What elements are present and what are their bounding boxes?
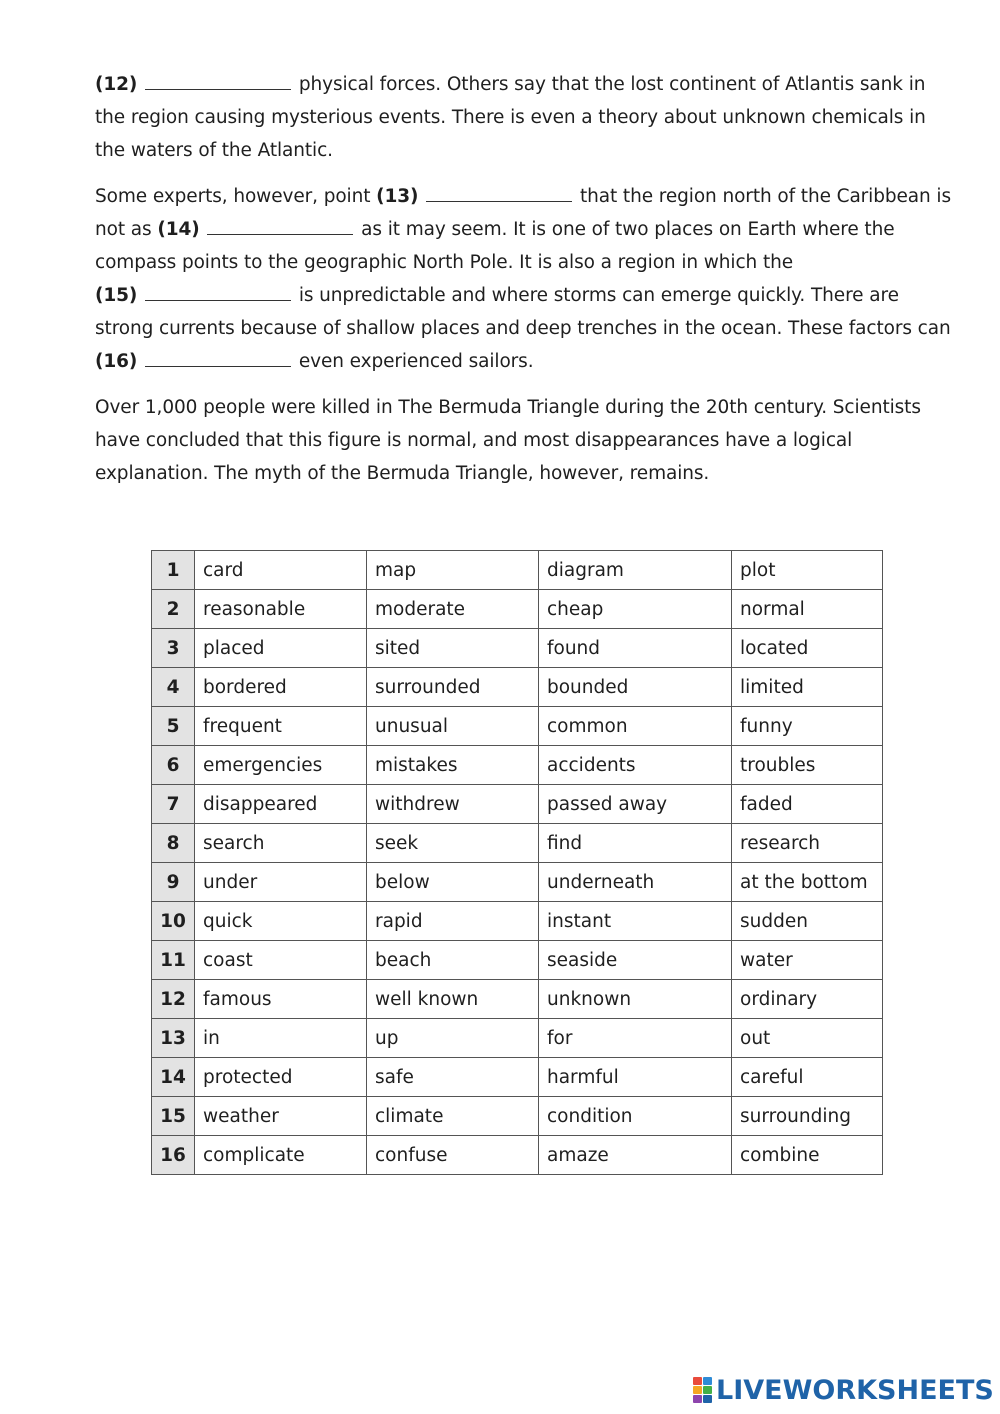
row-number: 2 — [152, 590, 195, 629]
paragraph-3: Over 1,000 people were killed in The Bermuda Triangle during the 20th century. Scientists have concluded that this figure is normal, and most disappearances have a logical explanation. The myth of the Bermuda Triangle, however, remains. — [95, 397, 921, 484]
option-b: map — [367, 551, 539, 590]
option-b: below — [367, 863, 539, 902]
table-row — [152, 629, 883, 668]
option-b: sited — [367, 629, 539, 668]
option-c: bounded — [539, 668, 732, 707]
gap-number-12: (12) — [95, 74, 138, 95]
option-d: funny — [732, 707, 883, 746]
row-number: 7 — [152, 785, 195, 824]
row-number: 12 — [152, 980, 195, 1019]
table-row — [152, 980, 883, 1019]
option-d: normal — [732, 590, 883, 629]
row-number: 3 — [152, 629, 195, 668]
row-number: 5 — [152, 707, 195, 746]
option-c: for — [539, 1019, 732, 1058]
option-d: located — [732, 629, 883, 668]
option-c: cheap — [539, 590, 732, 629]
paragraph-2-text-d: is unpredictable and where storms can emerge quickly. There are strong currents because of shallow places and deep trenches in the ocean. These factors can — [95, 285, 951, 339]
option-a: in — [195, 1019, 367, 1058]
row-number: 13 — [152, 1019, 195, 1058]
option-a: emergencies — [195, 746, 367, 785]
gap-number-13: (13) — [376, 186, 419, 207]
option-c: harmful — [539, 1058, 732, 1097]
row-number: 9 — [152, 863, 195, 902]
paragraph-2-text-a: Some experts, however, point — [95, 186, 377, 207]
option-c: unknown — [539, 980, 732, 1019]
option-c: seaside — [539, 941, 732, 980]
option-a: placed — [195, 629, 367, 668]
option-b: mistakes — [367, 746, 539, 785]
option-b: unusual — [367, 707, 539, 746]
paragraph-1-text: physical forces. Others say that the lost continent of Atlantis sank in the region causing mysterious events. There is even a theory about unknown chemicals in the waters of the Atlantic. — [95, 74, 926, 161]
option-a: weather — [195, 1097, 367, 1136]
table-row — [152, 863, 883, 902]
option-d: research — [732, 824, 883, 863]
option-d: out — [732, 1019, 883, 1058]
option-a: quick — [195, 902, 367, 941]
liveworksheets-logo — [693, 1373, 994, 1407]
option-d: limited — [732, 668, 883, 707]
option-a: bordered — [195, 668, 367, 707]
option-a: reasonable — [195, 590, 367, 629]
table-row — [152, 785, 883, 824]
option-d: water — [732, 941, 883, 980]
table-row — [152, 707, 883, 746]
option-c: diagram — [539, 551, 732, 590]
paragraph-2-text-e: even experienced sailors. — [293, 351, 534, 372]
option-c: instant — [539, 902, 732, 941]
option-a: under — [195, 863, 367, 902]
option-a: search — [195, 824, 367, 863]
table-row — [152, 824, 883, 863]
option-b: seek — [367, 824, 539, 863]
gap-13-blank[interactable] — [426, 183, 572, 202]
option-b: withdrew — [367, 785, 539, 824]
option-c: accidents — [539, 746, 732, 785]
option-d: surrounding — [732, 1097, 883, 1136]
option-b: climate — [367, 1097, 539, 1136]
option-a: disappeared — [195, 785, 367, 824]
row-number: 10 — [152, 902, 195, 941]
option-a: complicate — [195, 1136, 367, 1175]
option-c: underneath — [539, 863, 732, 902]
liveworksheets-icon — [693, 1377, 712, 1403]
logo-text: LIVEWORKSHEETS — [716, 1374, 994, 1406]
row-number: 4 — [152, 668, 195, 707]
option-d: careful — [732, 1058, 883, 1097]
option-d: ordinary — [732, 980, 883, 1019]
paragraph-1 — [95, 68, 955, 167]
option-c: found — [539, 629, 732, 668]
option-b: rapid — [367, 902, 539, 941]
option-c: amaze — [539, 1136, 732, 1175]
option-a: frequent — [195, 707, 367, 746]
row-number: 16 — [152, 1136, 195, 1175]
option-c: common — [539, 707, 732, 746]
gap-number-16: (16) — [95, 351, 138, 372]
row-number: 11 — [152, 941, 195, 980]
option-c: condition — [539, 1097, 732, 1136]
option-b: confuse — [367, 1136, 539, 1175]
gap-16-blank[interactable] — [145, 348, 291, 367]
table-row — [152, 1136, 883, 1175]
table-row — [152, 1019, 883, 1058]
table-row — [152, 746, 883, 785]
table-row — [152, 902, 883, 941]
option-a: coast — [195, 941, 367, 980]
option-a: card — [195, 551, 367, 590]
option-b: surrounded — [367, 668, 539, 707]
option-d: troubles — [732, 746, 883, 785]
gap-15-blank[interactable] — [145, 282, 291, 301]
row-number: 8 — [152, 824, 195, 863]
option-b: safe — [367, 1058, 539, 1097]
table-row — [152, 941, 883, 980]
option-b: well known — [367, 980, 539, 1019]
row-number: 1 — [152, 551, 195, 590]
row-number: 14 — [152, 1058, 195, 1097]
option-c: find — [539, 824, 732, 863]
gap-number-15: (15) — [95, 285, 138, 306]
table-row — [152, 1097, 883, 1136]
option-d: at the bottom — [732, 863, 883, 902]
options-table — [151, 550, 883, 1175]
option-c: passed away — [539, 785, 732, 824]
paragraph-2-text-c: as it may seem. It is one of two places on Earth where the compass points to the geographic North Pole. It is also a region in which the — [95, 219, 895, 273]
row-number: 6 — [152, 746, 195, 785]
gap-12-blank[interactable] — [145, 71, 291, 90]
option-d: sudden — [732, 902, 883, 941]
option-a: famous — [195, 980, 367, 1019]
option-d: faded — [732, 785, 883, 824]
row-number: 15 — [152, 1097, 195, 1136]
gap-number-14: (14) — [157, 219, 200, 240]
option-b: up — [367, 1019, 539, 1058]
table-row — [152, 1058, 883, 1097]
paragraph-2 — [95, 180, 955, 378]
option-b: beach — [367, 941, 539, 980]
worksheet-text — [95, 68, 955, 503]
gap-14-blank[interactable] — [207, 216, 353, 235]
option-d: plot — [732, 551, 883, 590]
table-row — [152, 551, 883, 590]
option-a: protected — [195, 1058, 367, 1097]
option-b: moderate — [367, 590, 539, 629]
option-d: combine — [732, 1136, 883, 1175]
table-row — [152, 590, 883, 629]
paragraph-2-text-b: that the region north of the Caribbean is not as — [95, 186, 952, 240]
table-row — [152, 668, 883, 707]
